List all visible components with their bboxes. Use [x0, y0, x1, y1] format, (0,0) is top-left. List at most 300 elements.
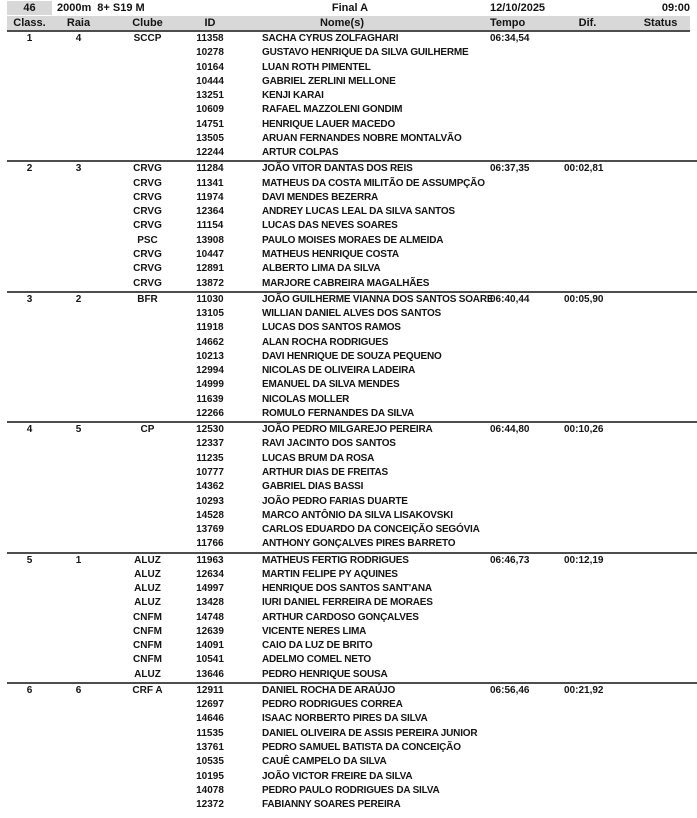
crew-row — [7, 336, 690, 350]
club-cell — [105, 770, 190, 784]
dif-cell — [560, 393, 615, 407]
col-header-nomes: Nome(s) — [319, 17, 364, 29]
club-cell — [105, 307, 190, 321]
crew-row — [7, 712, 690, 726]
col-header-id: ID — [204, 17, 216, 29]
status-cell — [615, 336, 690, 350]
dif-cell — [560, 770, 615, 784]
name-cell: EMANUEL DA SILVA MENDES — [262, 379, 400, 391]
club-cell — [105, 523, 190, 537]
lane-cell — [52, 798, 105, 812]
crew-row — [7, 307, 690, 321]
status-cell — [615, 755, 690, 769]
place-cell: 3 — [26, 293, 33, 305]
lane-cell: 2 — [75, 293, 82, 305]
club-cell — [105, 784, 190, 798]
name-cell: JOÃO VITOR DANTAS DOS REIS — [262, 163, 413, 175]
name-cell: GABRIEL DIAS BASSI — [262, 481, 364, 493]
lane-cell: 1 — [75, 554, 82, 566]
club-cell: CRVG — [133, 206, 162, 218]
col-header-dif: Dif. — [578, 17, 597, 29]
time-cell — [480, 437, 560, 451]
crew-row — [7, 653, 690, 667]
name-cell: FABIANNY SOARES PEREIRA — [262, 799, 401, 811]
id-cell: 14091 — [196, 640, 224, 652]
status-cell — [615, 407, 690, 421]
id-cell: 13646 — [196, 668, 224, 680]
place-cell — [7, 75, 52, 89]
status-cell — [615, 75, 690, 89]
dif-cell — [560, 568, 615, 582]
club-cell — [105, 364, 190, 378]
club-cell — [105, 509, 190, 523]
name-cell: ARUAN FERNANDES NOBRE MONTALVÃO — [262, 132, 462, 144]
id-cell: 14748 — [196, 611, 224, 623]
status-cell — [615, 639, 690, 653]
lane-cell — [52, 523, 105, 537]
status-cell — [615, 466, 690, 480]
id-cell: 13761 — [196, 742, 224, 754]
status-cell — [615, 653, 690, 667]
dif-cell — [560, 509, 615, 523]
dif-cell — [560, 248, 615, 262]
place-cell — [7, 248, 52, 262]
dif-cell: 00:21,92 — [564, 684, 604, 696]
place-cell — [7, 350, 52, 364]
club-cell — [105, 350, 190, 364]
id-cell: 10213 — [196, 350, 224, 362]
name-cell: KENJI KARAI — [262, 90, 324, 102]
name-cell: ALAN ROCHA RODRIGUES — [262, 336, 389, 348]
dif-cell — [560, 350, 615, 364]
crew-row — [7, 466, 690, 480]
place-cell — [7, 784, 52, 798]
crew-row — [7, 234, 690, 248]
result-section — [7, 32, 697, 160]
status-cell — [615, 741, 690, 755]
col-header-tempo: Tempo — [490, 17, 526, 29]
id-cell: 12891 — [196, 263, 224, 275]
crew-row — [7, 205, 690, 219]
dif-cell — [560, 596, 615, 610]
dif-cell: 00:12,19 — [564, 554, 604, 566]
name-cell: CAUÊ CAMPELO DA SILVA — [262, 756, 387, 768]
dif-cell — [560, 146, 615, 160]
name-cell: ADELMO COMEL NETO — [262, 654, 372, 666]
dif-cell — [560, 653, 615, 667]
dif-cell: 00:02,81 — [564, 163, 604, 175]
place-cell — [7, 46, 52, 60]
dif-cell — [560, 32, 615, 46]
club-cell — [105, 437, 190, 451]
results-table — [7, 32, 697, 812]
crew-row — [7, 523, 690, 537]
status-cell — [615, 132, 690, 146]
place-cell — [7, 364, 52, 378]
time-cell — [480, 582, 560, 596]
status-cell — [615, 568, 690, 582]
id-cell: 10293 — [196, 495, 224, 507]
time-cell — [480, 61, 560, 75]
time-cell — [480, 784, 560, 798]
column-header-row — [7, 16, 690, 32]
name-cell: SACHA CYRUS ZOLFAGHARI — [262, 33, 399, 44]
place-cell — [7, 191, 52, 205]
lane-cell — [52, 755, 105, 769]
place-cell: 5 — [26, 554, 33, 566]
status-cell — [615, 480, 690, 494]
race-distance: 2000m — [57, 2, 92, 14]
club-cell: ALUZ — [134, 583, 161, 595]
lane-cell — [52, 698, 105, 712]
id-cell: 13872 — [196, 277, 224, 289]
dif-cell — [560, 103, 615, 117]
crew-row — [7, 639, 690, 653]
club-cell — [105, 393, 190, 407]
club-cell — [105, 712, 190, 726]
time-cell — [480, 755, 560, 769]
club-cell — [105, 61, 190, 75]
result-section — [7, 160, 697, 290]
time-cell — [480, 639, 560, 653]
place-cell — [7, 437, 52, 451]
crew-row — [7, 118, 690, 132]
dif-cell — [560, 437, 615, 451]
crew-row — [7, 89, 690, 103]
race-start-time: 09:00 — [661, 2, 690, 14]
club-cell: CRVG — [133, 277, 162, 289]
status-cell — [615, 248, 690, 262]
club-cell — [105, 103, 190, 117]
status-cell — [615, 393, 690, 407]
club-cell — [105, 336, 190, 350]
club-cell: ALUZ — [134, 668, 161, 680]
status-cell — [615, 727, 690, 741]
dif-cell — [560, 378, 615, 392]
name-cell: ALBERTO LIMA DA SILVA — [262, 263, 381, 275]
place-cell — [7, 509, 52, 523]
name-cell: DANIEL ROCHA DE ARAÚJO — [262, 684, 396, 696]
lane-cell — [52, 46, 105, 60]
lane-cell — [52, 537, 105, 551]
place-cell — [7, 668, 52, 682]
dif-cell — [560, 262, 615, 276]
lane-cell — [52, 495, 105, 509]
id-cell: 10195 — [196, 770, 224, 782]
id-cell: 13105 — [196, 308, 224, 320]
club-cell — [105, 741, 190, 755]
id-cell: 13505 — [196, 132, 224, 144]
crew-row — [7, 798, 690, 812]
lane-cell — [52, 61, 105, 75]
crew-row — [7, 75, 690, 89]
id-cell: 11639 — [196, 393, 224, 405]
race-name — [57, 1, 145, 15]
lane-cell: 3 — [75, 163, 82, 175]
dif-cell — [560, 741, 615, 755]
time-cell: 06:46,73 — [490, 554, 530, 566]
crew-row — [7, 596, 690, 610]
lane-cell — [52, 277, 105, 291]
id-cell: 12372 — [196, 799, 224, 811]
time-cell — [480, 698, 560, 712]
place-cell — [7, 219, 52, 233]
crew-row — [7, 219, 690, 233]
status-cell — [615, 118, 690, 132]
name-cell: MATHEUS FERTIG RODRIGUES — [262, 554, 409, 566]
dif-cell: 00:05,90 — [564, 293, 604, 305]
name-cell: DAVI HENRIQUE DE SOUZA PEQUENO — [262, 350, 442, 362]
name-cell: MATHEUS DA COSTA MILITÃO DE ASSUMPÇÃO — [262, 177, 485, 189]
lane-cell — [52, 234, 105, 248]
place-cell — [7, 727, 52, 741]
place-cell — [7, 741, 52, 755]
place-cell — [7, 234, 52, 248]
id-cell: 14646 — [196, 713, 224, 725]
name-cell: DANIEL OLIVEIRA DE ASSIS PEREIRA JUNIOR — [262, 727, 478, 739]
dif-cell — [560, 755, 615, 769]
time-cell — [480, 103, 560, 117]
place-cell — [7, 596, 52, 610]
crew-row — [7, 293, 690, 307]
crew-row — [7, 407, 690, 421]
status-cell — [615, 364, 690, 378]
lane-cell — [52, 653, 105, 667]
club-cell — [105, 798, 190, 812]
lane-cell — [52, 393, 105, 407]
place-cell — [7, 89, 52, 103]
name-cell: PEDRO HENRIQUE SOUSA — [262, 668, 388, 680]
id-cell: 11235 — [196, 452, 224, 464]
lane-cell — [52, 625, 105, 639]
time-cell: 06:44,80 — [490, 424, 530, 436]
dif-cell — [560, 234, 615, 248]
crew-row — [7, 509, 690, 523]
crew-row — [7, 625, 690, 639]
lane-cell — [52, 118, 105, 132]
name-cell: ANTHONY GONÇALVES PIRES BARRETO — [262, 538, 456, 550]
name-cell: PEDRO PAULO RODRIGUES DA SILVA — [262, 784, 440, 796]
dif-cell — [560, 452, 615, 466]
name-cell: PEDRO RODRIGUES CORREA — [262, 699, 403, 711]
lane-cell — [52, 364, 105, 378]
status-cell — [615, 46, 690, 60]
time-cell — [480, 653, 560, 667]
dif-cell — [560, 784, 615, 798]
lane-cell — [52, 89, 105, 103]
lane-cell — [52, 611, 105, 625]
id-cell: 10164 — [196, 61, 224, 73]
crew-row — [7, 568, 690, 582]
club-cell — [105, 495, 190, 509]
time-cell — [480, 509, 560, 523]
id-cell: 14078 — [196, 784, 224, 796]
crew-row — [7, 611, 690, 625]
id-cell: 14751 — [196, 118, 224, 130]
status-cell — [615, 177, 690, 191]
time-cell — [480, 378, 560, 392]
id-cell: 12911 — [196, 684, 224, 696]
time-cell — [480, 727, 560, 741]
crew-row — [7, 32, 690, 46]
status-cell — [615, 103, 690, 117]
dif-cell — [560, 611, 615, 625]
race-final-label: Final A — [331, 2, 369, 14]
lane-cell — [52, 177, 105, 191]
club-cell — [105, 407, 190, 421]
place-cell: 4 — [26, 424, 33, 436]
status-cell — [615, 611, 690, 625]
time-cell: 06:56,46 — [490, 684, 530, 696]
status-cell — [615, 596, 690, 610]
dif-cell — [560, 364, 615, 378]
place-cell — [7, 307, 52, 321]
club-cell: CRVG — [133, 248, 162, 260]
id-cell: 13769 — [196, 524, 224, 536]
dif-cell — [560, 277, 615, 291]
lane-cell — [52, 75, 105, 89]
place-cell — [7, 452, 52, 466]
status-cell — [615, 668, 690, 682]
id-cell: 11154 — [196, 220, 224, 232]
dif-cell — [560, 219, 615, 233]
dif-cell — [560, 407, 615, 421]
name-cell: VICENTE NERES LIMA — [262, 625, 367, 637]
name-cell: CARLOS EDUARDO DA CONCEIÇÃO SEGÓVIA — [262, 524, 480, 536]
dif-cell — [560, 466, 615, 480]
name-cell: LUCAS DOS SANTOS RAMOS — [262, 322, 401, 334]
status-cell — [615, 205, 690, 219]
name-cell: ARTHUR CARDOSO GONÇALVES — [262, 611, 419, 623]
club-cell: ALUZ — [134, 597, 161, 609]
lane-cell — [52, 262, 105, 276]
place-cell — [7, 480, 52, 494]
id-cell: 11341 — [196, 177, 224, 189]
dif-cell — [560, 177, 615, 191]
result-section — [7, 291, 697, 421]
id-cell: 11766 — [196, 538, 224, 550]
club-cell: BFR — [137, 293, 158, 305]
club-cell: CRVG — [133, 263, 162, 275]
club-cell: CRVG — [133, 191, 162, 203]
id-cell: 12697 — [196, 699, 224, 711]
place-cell — [7, 132, 52, 146]
dif-cell — [560, 321, 615, 335]
lane-cell — [52, 712, 105, 726]
time-cell — [480, 523, 560, 537]
place-cell — [7, 321, 52, 335]
club-cell — [105, 755, 190, 769]
place-cell — [7, 755, 52, 769]
crew-row — [7, 321, 690, 335]
time-cell — [480, 798, 560, 812]
time-cell — [480, 205, 560, 219]
place-cell — [7, 393, 52, 407]
place-cell — [7, 118, 52, 132]
status-cell — [615, 423, 690, 437]
status-cell — [615, 191, 690, 205]
time-cell — [480, 350, 560, 364]
lane-cell — [52, 509, 105, 523]
time-cell — [480, 407, 560, 421]
club-cell — [105, 118, 190, 132]
name-cell: WILLIAN DANIEL ALVES DOS SANTOS — [262, 308, 441, 320]
lane-cell — [52, 770, 105, 784]
id-cell: 11358 — [196, 33, 224, 44]
time-cell — [480, 277, 560, 291]
status-cell — [615, 537, 690, 551]
dif-cell — [560, 698, 615, 712]
place-cell — [7, 277, 52, 291]
id-cell: 10541 — [196, 654, 224, 666]
club-cell — [105, 132, 190, 146]
id-cell: 10278 — [196, 47, 224, 59]
club-cell: CNFM — [133, 611, 162, 623]
name-cell: LUAN ROTH PIMENTEL — [262, 61, 371, 73]
status-cell — [615, 554, 690, 568]
name-cell: CAIO DA LUZ DE BRITO — [262, 640, 373, 652]
place-cell — [7, 205, 52, 219]
club-cell — [105, 89, 190, 103]
club-cell: CP — [140, 424, 155, 436]
club-cell: ALUZ — [134, 568, 161, 580]
id-cell: 11918 — [196, 322, 224, 334]
name-cell: JOÃO PEDRO FARIAS DUARTE — [262, 495, 408, 507]
time-cell — [480, 611, 560, 625]
time-cell — [480, 262, 560, 276]
id-cell: 13908 — [196, 234, 224, 246]
lane-cell — [52, 205, 105, 219]
status-cell — [615, 798, 690, 812]
place-cell — [7, 407, 52, 421]
time-cell — [480, 177, 560, 191]
id-cell: 13251 — [196, 90, 224, 102]
name-cell: JOÃO PEDRO MILGAREJO PEREIRA — [262, 424, 433, 436]
place-cell — [7, 378, 52, 392]
place-cell — [7, 653, 52, 667]
time-cell — [480, 537, 560, 551]
time-cell — [480, 191, 560, 205]
id-cell: 14997 — [196, 583, 224, 595]
lane-cell: 5 — [75, 424, 82, 436]
lane-cell — [52, 191, 105, 205]
race-number: 46 — [7, 1, 52, 15]
time-cell — [480, 480, 560, 494]
lane-cell — [52, 452, 105, 466]
lane-cell — [52, 336, 105, 350]
status-cell — [615, 293, 690, 307]
place-cell — [7, 61, 52, 75]
crew-row — [7, 582, 690, 596]
lane-cell — [52, 596, 105, 610]
lane-cell — [52, 568, 105, 582]
id-cell: 12639 — [196, 625, 224, 637]
name-cell: GUSTAVO HENRIQUE DA SILVA GUILHERME — [262, 47, 469, 59]
club-cell: CNFM — [133, 625, 162, 637]
name-cell: MARCO ANTÔNIO DA SILVA LISAKOVSKI — [262, 509, 453, 521]
status-cell — [615, 770, 690, 784]
time-cell — [480, 89, 560, 103]
dif-cell — [560, 625, 615, 639]
lane-cell — [52, 582, 105, 596]
status-cell — [615, 219, 690, 233]
dif-cell — [560, 537, 615, 551]
time-cell — [480, 248, 560, 262]
place-cell — [7, 582, 52, 596]
time-cell — [480, 596, 560, 610]
time-cell — [480, 668, 560, 682]
id-cell: 10444 — [196, 75, 224, 87]
